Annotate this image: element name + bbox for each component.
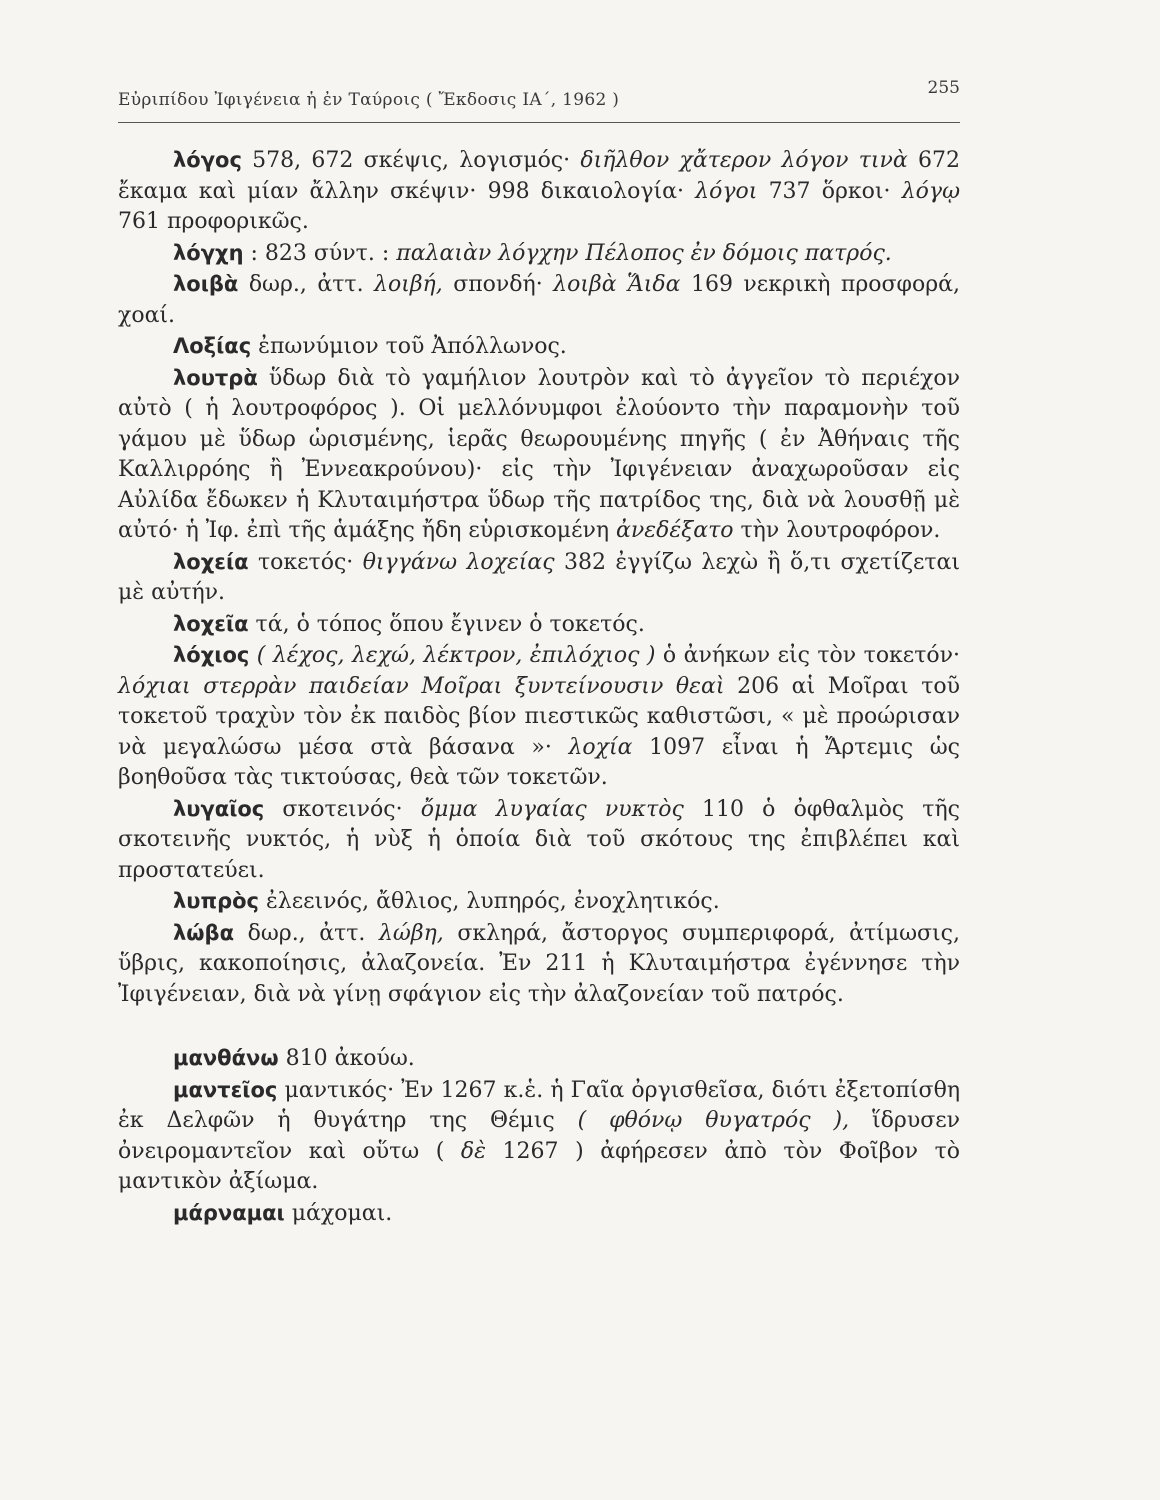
quotation: λοιβὰ Ἅιδα [553,272,681,297]
entry-manteios [118,1075,960,1198]
headword: Λοξίας [173,334,252,358]
entry-locheia [118,547,960,609]
quotation: λόγῳ [901,178,961,204]
entry-lochios [118,640,960,794]
entry-text: ἐλεεινός, ἄθλιος, λυπηρός, ἐνοχλητικός. [259,889,720,914]
headword: λουτρὰ [173,365,258,390]
entry-text: 737 ὅρκοι· [757,178,902,204]
entry-text: μαντικός· Ἐν 1267 κ.ἑ. ἡ Γαῖα ὀργισθεῖσα, διότι ἐξετοπίσθη ἐκ Δελφῶν ἡ θυγάτηρ της Θέμις [118,1077,960,1133]
quotation: διῆλθον χἄτερον λόγον τινὰ [580,148,908,173]
headword: λόγος [173,148,242,172]
entry-text: 169 νεκρικὴ προσφορά, χοαί. [118,272,960,328]
quotation: ( φθόνῳ θυγατρός ), [577,1108,850,1133]
headword: λοχεῖα [173,611,249,636]
section-gap [118,1010,960,1043]
headword: μανθάνω [173,1046,279,1070]
headword: λοχεία [173,549,249,574]
entry-logchi [118,238,960,270]
glossary-body [118,145,960,1229]
quotation: λοχία [568,734,633,760]
entry-text: δωρ., ἀττ. [234,920,379,946]
headword: λυπρὸς [173,889,259,913]
headword: λυγαῖος [173,796,265,821]
headword: λοιβὰ [173,272,239,296]
headword: λώβα [173,920,235,945]
entry-text: ἵδρυσεν ὀνειρομαντεῖον καὶ οὕτω ( [118,1108,960,1164]
entry-text: ὁ ἀνήκων εἰς τὸν τοκετόν· [655,643,960,668]
quotation: λοιβή, [374,272,443,297]
headword: μάρναμαι [173,1200,285,1225]
quotation: θιγγάνω λοχείας [362,549,555,575]
entry-text: σπονδή· [442,272,554,297]
entry-text: ὕδωρ διὰ τὸ γαμήλιον λουτρὸν καὶ τὸ ἀγγεῖον τὸ περιέχον αὐτὸ ( ἡ λουτροφόρος ). Οἱ μελλόνυμφοι ἐλούοντο τὴν παραμονὴν τοῦ γάμου μὲ ὕδωρ ὡρισμένης, ἱερᾶς θεωρουμένης πηγῆς ( ἐν Ἀθήναις τῆς Καλλιρρόης ἢ Ἐννεακρούνου)· εἰς τὴν Ἰφιγένειαν ἀναχωροῦσαν εἰς Αὐλίδα ἔδωκεν ἡ Κλυταιμήστρα ὕδωρ τῆς πατρίδος της, διὰ νὰ λουσθῇ μὲ αὐτό· ἡ Ἰφ. ἐπὶ τῆς ἁμάξης ἤδη εὑρισκομένη [118,365,960,543]
entry-text: σκοτεινός· [264,796,421,822]
entry-text: 672 ἔκαμα καὶ μίαν ἄλλην σκέψιν· 998 δικαιολογία· [118,148,961,204]
headword: λόχιος [173,643,250,667]
entry-loxias [118,331,960,363]
quotation: λώβη, [378,920,444,946]
entry-text: τά, ὁ τόπος ὅπου ἔγινεν ὁ τοκετός. [248,611,645,637]
quotation: ἀνεδέξατο [616,518,734,543]
entry-text: 810 ἀκούω. [278,1046,415,1071]
entry-text: μάχομαι. [284,1200,393,1226]
etymology: ( λέχος, λεχώ, λέκτρον, ἐπιλόχιος ) [249,643,656,668]
quotation: λόγοι [695,178,758,204]
entry-manthano [118,1043,960,1075]
entry-text: : 823 σύντ. : [243,240,397,266]
headword: μαντεῖος [173,1077,278,1102]
entry-locheia-plural [118,609,960,641]
page-number: 255 [927,78,960,98]
running-title: Εὐριπίδου Ἰφιγένεια ἡ ἐν Ταύροις ( Ἔκδοσις ΙΑ΄, 1962 ) [118,90,620,110]
entry-text: σκληρά, ἄστοργος συμπεριφορά, ἀτίμωσις, ὕβρις, κακοποίησις, ἀλαζονεία. Ἐν 211 ἡ Κλυταιμήστρα ἐγέννησε τὴν Ἰφιγένειαν, διὰ νὰ γίνῃ σφάγιον εἰς τὴν ἀλαζονείαν τοῦ πατρός. [118,920,960,1007]
entry-lypros [118,886,960,918]
entry-text: 110 ὁ ὀφθαλμὸς τῆς σκοτεινῆς νυκτός, ἡ νὺξ ἡ ὁποία διὰ τοῦ σκότους της ἐπιβλέπει καὶ προστατεύει. [118,796,960,883]
entry-marnamai [118,1198,960,1230]
entry-text: 206 αἱ Μοῖραι τοῦ τοκετοῦ τραχὺν τὸν ἐκ παιδὸς βίον πιεστικῶς καθιστῶσι, « μὲ προώρισαν νὰ μεγαλώσω μέσα στὰ βάσανα »· [118,673,960,760]
entry-logos [118,145,960,238]
entry-lygaios [118,794,960,887]
entry-text: τὴν λουτροφόρον. [733,518,941,543]
entry-text: 761 προφορικῶς. [118,209,309,234]
page-header [118,74,960,123]
quotation: λόχιαι στερρὰν παιδείαν Μοῖραι ξυντείνουσιν θεαὶ [118,673,725,699]
entry-text: δωρ., ἀττ. [238,272,375,297]
entry-text: 1097 εἶναι ἡ Ἄρτεμις ὡς βοηθοῦσα τὰς τικτούσας, θεὰ τῶν τοκετῶν. [118,734,960,790]
entry-lova [118,918,960,1011]
quotation: δὲ [460,1138,486,1164]
entry-text: 1267 ) ἀφήρεσεν ἀπὸ τὸν Φοῖβον τὸ μαντικὸν ἀξίωμα. [118,1138,960,1194]
quotation: παλαιὰν λόγχην Πέλοπος ἐν δόμοις πατρός. [396,240,892,266]
entry-text: τοκετός· [248,549,363,575]
quotation: ὄμμα λυγαίας νυκτὸς [420,796,684,822]
headword: λόγχη [173,240,244,265]
entry-loutra [118,363,960,547]
entry-text: 382 ἐγγίζω λεχὼ ἢ ὅ,τι σχετίζεται μὲ αὐτήν. [118,549,960,605]
entry-text: 578, 672 σκέψις, λογισμός· [241,148,581,173]
entry-text: ἐπωνύμιον τοῦ Ἀπόλλωνος. [251,334,567,359]
entry-loiva [118,269,960,331]
